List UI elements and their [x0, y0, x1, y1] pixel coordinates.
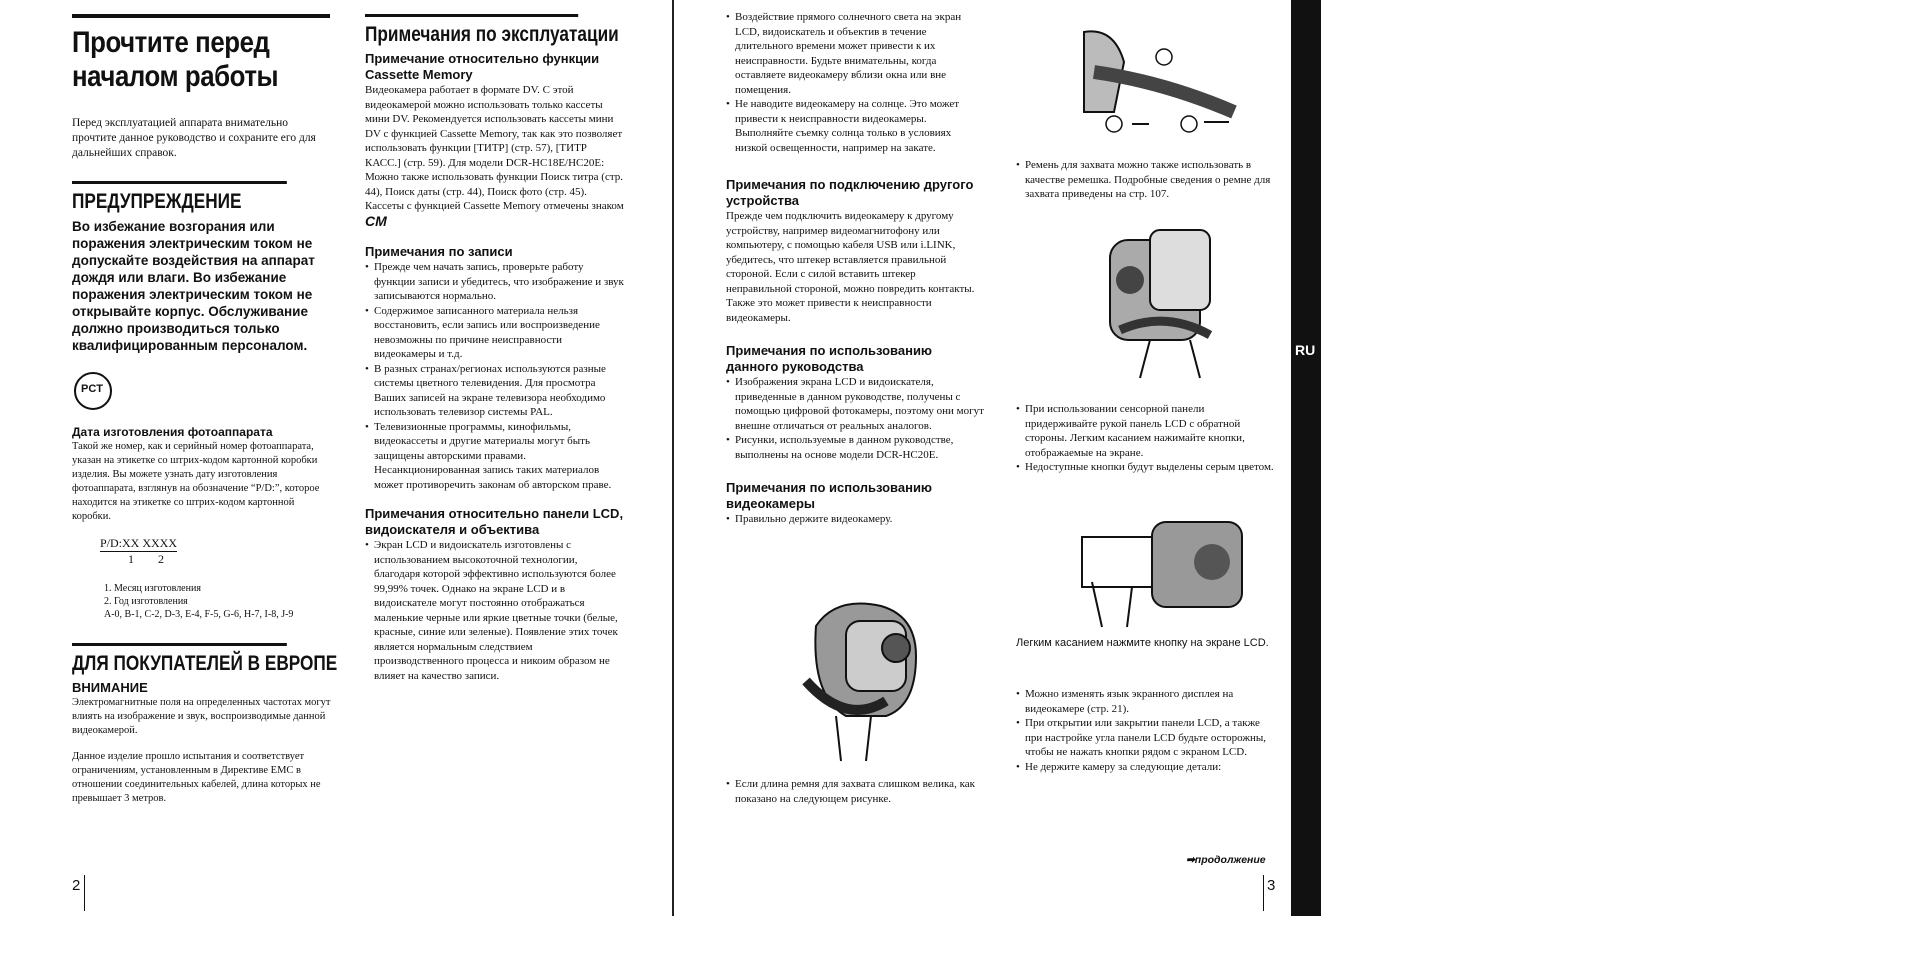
list-item: • Содержимое записанного материала нельзя восстановить, если запись или воспроизведение невозможны по причине неисправности видеокамеры и т.д. — [365, 304, 625, 362]
list-item: • Если длина ремня для захвата слишком велика, как показано на следующем рисунке. — [726, 777, 984, 806]
touch-caption: Легким касанием нажмите кнопку на экране LCD. — [1016, 637, 1269, 649]
warning-text: Во избежание возгорания или поражения электрическим током не допускайте воздействия на аппарат дождя или влаги. Во избежание поражения электрическим током не открывайте корпус. Обслуживание должно производиться только квалифицированным персоналом. — [72, 219, 315, 353]
cassette-memory-heading: Примечание относительно функции Cassette Memory — [365, 51, 600, 82]
list-item: • Прежде чем начать запись, проверьте работу функции записи и убедитесь, что изображение и звук записываются нормально. — [365, 260, 625, 304]
pd-legend-item: A-0, B-1, C-2, D-3, E-4, F-5, G-6, H-7, I-8, J-9 — [104, 609, 294, 620]
lcd-heading: Примечания относительно панели LCD, видоискателя и объектива — [365, 506, 624, 537]
page-title: Прочтите перед началом работы — [72, 14, 330, 94]
lcd-list — [365, 538, 625, 683]
intro-text: Перед эксплуатацией аппарата внимательно прочтите данное руководство и сохраните его для дальнейших справок. — [72, 117, 316, 159]
pd-index-1: 1 — [128, 552, 134, 566]
recording-heading: Примечания по записи — [365, 244, 513, 259]
connection-text: Прежде чем подключить видеокамеру к другому устройству, например видеомагнитофону или компьютеру, с помощью кабеля USB или i.LINK, убедитесь, что штекер вставляется правильной стороной. Если с силой вставить штекер неправильной стороной, можно повредить контакты. Также это может привести к неисправности видеокамеры. — [726, 210, 975, 324]
pct-mark: PCT — [81, 383, 103, 395]
pct-logo — [74, 372, 112, 410]
touch-panel-illustration — [1072, 512, 1252, 632]
attention-heading: ВНИМАНИЕ — [72, 680, 148, 695]
page-marker-right — [1263, 875, 1264, 911]
gutter-line — [672, 0, 674, 916]
date-text: Такой же номер, как и серийный номер фотоаппарата, указан на этикетке со штрих-кодом картонной коробки изделия. Вы можете узнать дату изготовления фотоаппарата, взглянув на обозначение “P/D:”, которое находится на этикетке со штрих-кодом картонной коробки. — [72, 441, 320, 522]
list-item: • Недоступные кнопки будут выделены серым цветом. — [1016, 460, 1278, 475]
pd-code: P/D:XX XXXX — [100, 536, 178, 550]
camera-heading: Примечания по использованию видеокамеры — [726, 480, 933, 511]
camera-grip-illustration — [1090, 220, 1240, 380]
pd-legend — [104, 582, 334, 621]
list-item: • Не наводите видеокамеру на солнце. Это может привести к неисправности видеокамеры. Выполняйте съемку солнца только в условиях низкой освещенности, например на закате. — [726, 97, 984, 155]
cassette-memory-body: Видеокамера работает в формате DV. С этой видеокамерой можно использовать только кассеты мини DV. Рекомендуется использовать кассеты мини DV с функцией Cassette Memory, так как это позволяет использовать функции [ТИТР] (стр. 57), [ТИТР КАСС.] (стр. 59). Для модели DCR-HC18E/HC20E: Можно также использовать функции Поиск титра (стр. 44), Поиск даты (стр. 44), Поиск фото (стр. 45). Кассеты с функцией Cassette Memory отмечены знаком — [365, 84, 624, 212]
language-tab — [1291, 0, 1321, 916]
cassette-memory-mark: CM — [365, 212, 387, 229]
page-number-right: 3 — [1267, 877, 1276, 894]
left-column-2 — [365, 0, 625, 683]
strap-note-list — [1016, 158, 1278, 202]
list-item: • Не держите камеру за следующие детали: — [1016, 760, 1278, 775]
list-item: • Ремень для захвата можно также использовать в качестве ремешка. Подробные сведения о ремне для захвата приведены на стр. 107. — [1016, 158, 1278, 202]
manual-list — [726, 375, 984, 462]
left-column-1 — [72, 0, 338, 806]
pd-legend-item: 2. Год изготовления — [104, 596, 188, 607]
europe-text-1: Электромагнитные поля на определенных частотах могут влиять на изображение и звук, воспроизводимые данной видеокамерой. — [72, 697, 331, 736]
list-item: • Рисунки, используемые в данном руководстве, выполнены на основе модели DCR-HC20E. — [726, 433, 984, 462]
date-heading: Дата изготовления фотоаппарата — [72, 425, 273, 439]
list-item: • При открытии или закрытии панели LCD, а также при настройке угла панели LCD будьте осторожны, чтобы не нажать кнопки рядом с экраном LCD. — [1016, 716, 1278, 760]
connection-heading: Примечания по подключению другого устройства — [726, 177, 974, 208]
list-item: • Воздействие прямого солнечного света на экран LCD, видоискатель и объектив в течение длительного времени может привести к их неисправности. Будьте внимательны, когда оставляете видеокамеру вблизи окна или вне помещения. — [726, 10, 984, 97]
recording-list — [365, 260, 625, 492]
list-item: • Изображения экрана LCD и видоискателя, приведенные в данном руководстве, получены с помощью цифровой фотокамеры, поэтому они могут внешне отличаться от реальных аналогов. — [726, 375, 984, 433]
right-column-1 — [726, 0, 984, 805]
final-list — [1016, 687, 1278, 774]
page-number-left: 2 — [72, 877, 81, 894]
list-item: • Правильно держите видеокамеру. — [726, 512, 984, 527]
list-item: • Экран LCD и видоискатель изготовлены с использованием высокоточной технологии, благодаря которой эффективно используются более 99,99% точек. Однако на экране LCD и в видоискателе могут постоянно отображаться маленькие черные или яркие цветные точки (белые, красные, синие или зеленые). Появление этих точек является нормальным следствием производственного процесса и никоим образом не влияет на качество записи. — [365, 538, 625, 683]
pd-diagram — [100, 536, 334, 568]
language-tab-label: RU — [1295, 342, 1316, 358]
manual-heading: Примечания по использованию данного руководства — [726, 343, 933, 374]
sun-list — [726, 10, 984, 155]
operation-heading: Примечания по эксплуатации — [365, 14, 578, 47]
europe-heading: ДЛЯ ПОКУПАТЕЛЕЙ В ЕВРОПЕ — [72, 643, 287, 676]
camera-list — [726, 512, 984, 527]
camera-hold-illustration — [786, 586, 946, 766]
pd-index-2: 2 — [158, 552, 164, 566]
list-item: • При использовании сенсорной панели придерживайте рукой панель LCD с обратной стороны. Легким касанием нажимайте кнопки, отображаемые на экране. — [1016, 402, 1278, 460]
cassette-memory-text — [365, 83, 625, 230]
page-marker-left — [84, 875, 85, 911]
continued-label: ➡продолжение — [1186, 854, 1266, 866]
strap-illustration — [1054, 22, 1254, 142]
list-item: • Телевизионные программы, кинофильмы, видеокассеты и другие материалы могут быть защищены авторскими правами. Несанкционированная запись таких материалов может противоречить законам об авторском праве. — [365, 420, 625, 493]
strap-list — [726, 777, 984, 806]
list-item: • В разных странах/регионах используются разные системы цветного телевидения. Для просмотра Ваших записей на экране телевизора необходимо использовать телевизор системы PAL. — [365, 362, 625, 420]
touch-list — [1016, 402, 1278, 475]
list-item: • Можно изменять язык экранного дисплея на видеокамере (стр. 21). — [1016, 687, 1278, 716]
pd-legend-item: 1. Месяц изготовления — [104, 583, 201, 594]
warning-heading: ПРЕДУПРЕЖДЕНИЕ — [72, 181, 287, 214]
europe-text-2: Данное изделие прошло испытания и соответствует ограничениям, установленным в Директиве EMC в отношении соединительных кабелей, длина которых не превышает 3 метров. — [72, 751, 321, 804]
